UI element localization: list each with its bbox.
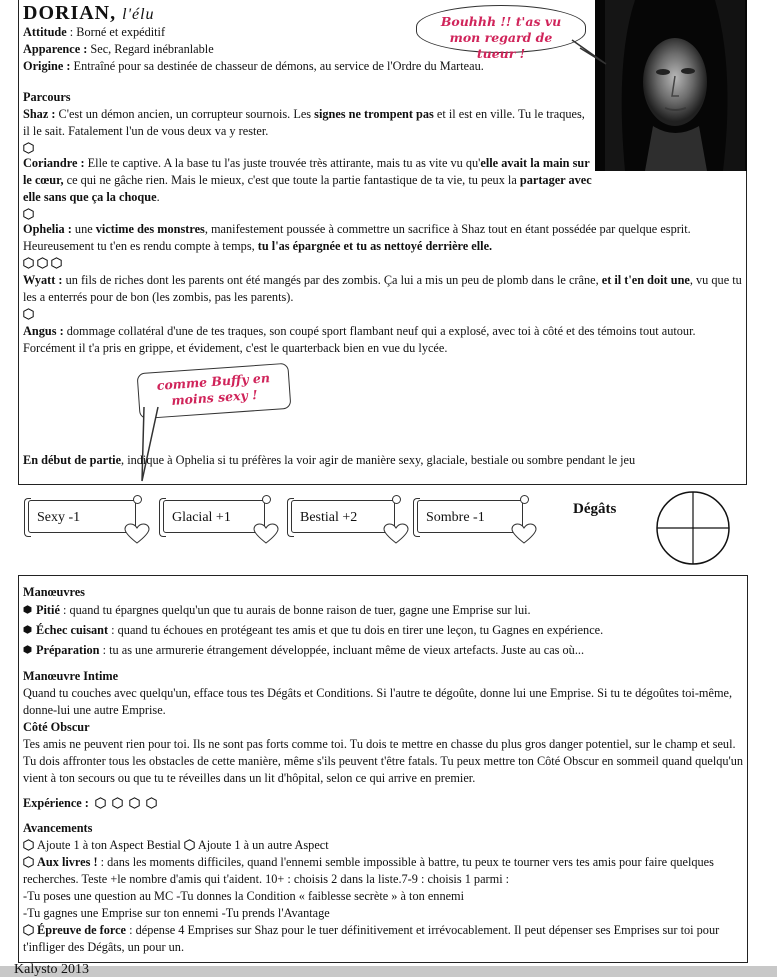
hex-icon[interactable] <box>23 924 34 936</box>
hex-icon[interactable] <box>23 142 34 154</box>
intime-heading: Manœuvre Intime <box>23 669 119 683</box>
scroll-label: Sombre -1 <box>426 510 485 525</box>
wyatt-entry: Wyatt : un fils de riches dont les parents ont été mangés par des zombis. Ça lui a mis un peu de plomb dans le crâne, et il t'en doit une, vu que tu les a enterrés pour de bon (les zombis, pas les parents). <box>23 273 742 304</box>
scroll-knob <box>133 495 142 504</box>
degats-label: Dégâts <box>573 501 617 517</box>
hex-bullet-icon <box>23 605 32 614</box>
shaz-entry: Shaz : C'est un démon ancien, un corrupteur sournois. Les signes ne trompent pas et il est en ville. Tu le traques, il le sait. Fatalement l'un de vous deux va y rester. <box>23 107 585 138</box>
manoeuvre-preparation: Préparation : tu as une armurerie étrangement développée, incluant même de vieux artefacts. Juste au cas où... <box>23 642 745 659</box>
scroll-label: Glacial +1 <box>172 510 231 525</box>
speech-bubble-middle-text: comme Buffy en moins sexy ! <box>156 370 271 408</box>
name-text: DORIAN, <box>23 2 117 24</box>
coriandre-block <box>23 155 595 223</box>
coriandre-entry: Coriandre : Elle te captive. A la base tu l'as juste trouvée très attirante, mais tu as vite vu qu'elle avait la main sur le cœur, ce qui ne gâche rien. Mais le mieux, c'est que toute la partie fantastique de ta vie, tu peux la partager avec elle sans que ça la choque. <box>23 156 592 204</box>
footer-bar <box>0 966 777 977</box>
scroll-bestial[interactable] <box>287 495 409 537</box>
manoeuvre-echec: Échec cuisant : quand tu échoues en protégeant tes amis et que tu dois en tirer une leçon, tu Gagnes en expérience. <box>23 622 745 639</box>
attributes-block <box>23 24 593 75</box>
hex-icon[interactable] <box>23 308 34 320</box>
speech-bubble-middle-tail <box>136 405 166 485</box>
parcours-heading: Parcours <box>23 90 71 104</box>
hex-bullet-icon <box>23 625 32 634</box>
obscur-text: Tes amis ne peuvent rien pour toi. Ils ne sont pas forts comme toi. Tu dois te mettre en chasse du plus gros danger potentiel, sur le champ et seul. Tu dois affronter tous les obstacles de cette manière, même s'ils peuvent t'être fatals. Tu peux mettre ton Côté Obscur en sommeil quand quelqu'un vient à ton secours ou que tu te réveilles dans un lit d'hôpital, selon ce qui arrive en premier. <box>23 737 744 785</box>
attr-attitude: Attitude : Borné et expéditif <box>23 25 166 39</box>
debut-block <box>23 452 743 469</box>
avancements-block <box>23 820 745 956</box>
scroll-sombre[interactable] <box>413 495 537 537</box>
degats-clock[interactable] <box>655 490 731 566</box>
ophelia-block <box>23 221 745 357</box>
footer-credit: Kalysto 2013 <box>14 962 90 977</box>
hex-icon[interactable] <box>184 839 195 851</box>
hex-icon[interactable] <box>23 208 34 220</box>
hex-icon[interactable] <box>112 797 123 809</box>
ophelia-hexes <box>23 255 745 272</box>
hex-icon[interactable] <box>23 257 34 269</box>
avancement-livres: Aux livres ! : dans les moments difficiles, quand l'ennemi semble impossible à battre, tu peux te tourner vers tes amis pour faire quelques recherches. Teste +le nombre d'amis qui t'aident. 10+ : choisis 2 dans la liste.7-9 : choisis 1 parmi : <box>23 855 714 886</box>
intime-block <box>23 668 745 787</box>
experience-block <box>23 795 745 812</box>
manoeuvres-heading: Manœuvres <box>23 585 85 599</box>
scroll-label: Bestial +2 <box>300 510 358 525</box>
intime-text: Quand tu couches avec quelqu'un, efface tous tes Dégâts et Conditions. Si l'autre te dégoûte, donne lui une Emprise. Si tu te dégoûtes toi-même, donne-lui une autre Emprise. <box>23 686 733 717</box>
scroll-sexy[interactable] <box>24 495 150 537</box>
character-portrait <box>595 0 747 171</box>
hex-icon[interactable] <box>23 856 34 868</box>
hex-icon[interactable] <box>37 257 48 269</box>
heart-icon <box>383 523 409 545</box>
attr-origine: Origine : Entraîné pour sa destinée de chasseur de démons, au service de l'Ordre du Marteau. <box>23 59 484 73</box>
ophelia-entry: Ophelia : une victime des monstres, manifestement poussée à commettre un sacrifice à Shaz tout en étant possédée par quelque esprit. Heureusement tu t'en es rendu compte à temps, tu l'as épargnée et tu as nettoyé derrière elle. <box>23 222 691 253</box>
heart-icon <box>511 523 537 545</box>
hex-icon[interactable] <box>23 839 34 851</box>
portrait-image <box>595 0 747 171</box>
avancements-heading: Avancements <box>23 821 93 835</box>
heart-icon <box>124 523 150 545</box>
scroll-knob <box>262 495 271 504</box>
obscur-heading: Côté Obscur <box>23 720 90 734</box>
scroll-knob <box>520 495 529 504</box>
scroll-glacial[interactable] <box>159 495 279 537</box>
hex-icon[interactable] <box>51 257 62 269</box>
angus-entry: Angus : dommage collatéral d'une de tes traques, son coupé sport flambant neuf qui a explosé, avec toi à côté et des témoins tout autour. Forcément il t'a pris en grippe, et évidement, c'est le quarterback bien en vue du lycée. <box>23 324 696 355</box>
avancement-aspects: Ajoute 1 à ton Aspect Bestial Ajoute 1 à un autre Aspect <box>23 837 745 854</box>
scroll-label: Sexy -1 <box>37 510 81 525</box>
hex-icon[interactable] <box>146 797 157 809</box>
hex-icon[interactable] <box>129 797 140 809</box>
avancement-option-2: -Tu gagnes une Emprise sur ton ennemi -Tu prends l'Avantage <box>23 906 330 920</box>
manoeuvres-block <box>23 584 745 659</box>
scroll-knob <box>392 495 401 504</box>
attr-apparence: Apparence : Sec, Regard inébranlable <box>23 42 214 56</box>
debut-text: En début de partie, indique à Ophelia si tu préfères la voir agir de manière sexy, glaciale, bestiale ou sombre pendant le jeu <box>23 453 636 467</box>
avancement-option-1: -Tu poses une question au MC -Tu donnes la Condition « faiblesse secrète » à ton ennemi <box>23 889 465 903</box>
hex-bullet-icon <box>23 645 32 654</box>
parcours-block <box>23 89 590 157</box>
wyatt-hexes <box>23 306 745 323</box>
manoeuvre-pitie: Pitié : quand tu épargnes quelqu'un que tu aurais de bonne raison de tuer, gagne une Emprise sur lui. <box>23 602 745 619</box>
heart-icon <box>253 523 279 545</box>
speech-bubble-top-text: Bouhhh !! t'as vu mon regard de tueur ! <box>440 14 562 61</box>
character-name <box>23 2 155 25</box>
experience-line: Expérience : <box>23 795 745 812</box>
hex-icon[interactable] <box>95 797 106 809</box>
name-subtitle: l'élu <box>122 6 155 23</box>
avancement-force: Épreuve de force : dépense 4 Emprises sur Shaz pour le tuer définitivement et irrévocablement. Il peut dépenser ses Emprises sur toi pour t'infliger des Dégâts, un pour un. <box>23 923 720 954</box>
